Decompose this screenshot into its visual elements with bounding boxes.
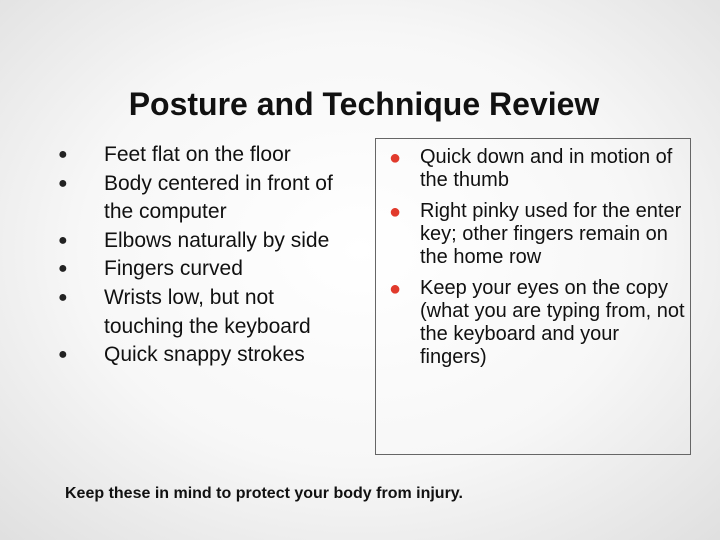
right-bullet-list [389,146,689,377]
list-item-text: Quick down and in motion of the thumb [420,146,673,191]
bullet-icon: ● [58,346,68,364]
list-item [56,341,356,370]
footer-note: Keep these in mind to protect your body from injury. [65,485,463,502]
bullet-icon: ● [389,201,402,223]
list-item-text: Wrists low, but not touching the keyboard [104,285,311,338]
slide-title: Posture and Technique Review [128,86,600,122]
bullet-icon: ● [58,231,68,249]
bullet-icon: ● [58,260,68,278]
list-item-text: Right pinky used for the enter key; other fingers remain on the home row [420,200,682,268]
list-item [56,227,356,256]
list-item [56,255,356,284]
list-item [56,284,356,341]
left-bullet-list [56,141,356,370]
bullet-icon: ● [58,146,68,163]
list-item-text: Quick snappy strokes [104,343,305,367]
list-item-text: Keep your eyes on the copy (what you are typing from, not the keyboard and your fingers) [420,277,685,368]
bullet-icon: ● [58,174,68,192]
list-item-text: Elbows naturally by side [104,228,330,252]
list-item [389,146,689,192]
bullet-icon: ● [58,288,68,306]
list-item [56,141,356,170]
list-item [389,200,689,269]
list-item-text: Feet flat on the floor [104,143,291,166]
bullet-icon: ● [389,278,402,300]
list-item-text: Body centered in front of the computer [104,171,333,224]
list-item [56,170,356,227]
bullet-icon: ● [389,147,402,169]
list-item-text: Fingers curved [104,257,243,281]
list-item [389,277,689,369]
